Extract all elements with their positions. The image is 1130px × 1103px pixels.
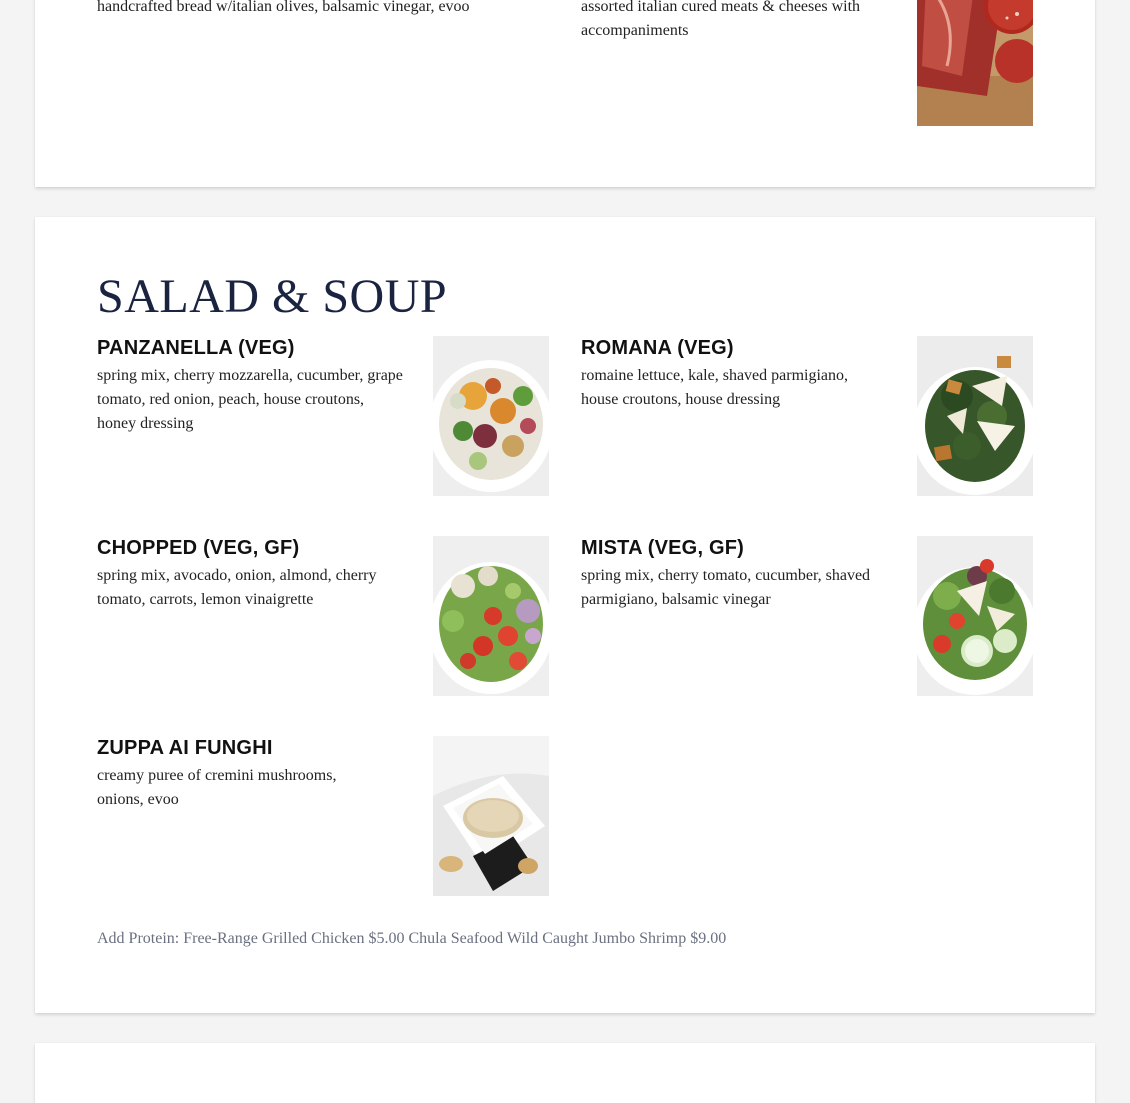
item-description: assorted italian cured meats & cheeses with accompaniments xyxy=(581,0,861,39)
item-name: ROMANA (VEG) xyxy=(581,337,734,359)
item-name: MISTA (VEG, GF) xyxy=(581,537,744,559)
item-description: spring mix, cherry mozzarella, cucumber, grape tomato, red onion, peach, house croutons, honey dressing xyxy=(97,367,403,432)
item-description: creamy puree of cremini mushrooms, onions, evoo xyxy=(97,767,337,808)
item-name: PANZANELLA (VEG) xyxy=(97,337,295,359)
item-description: handcrafted bread w/italian olives, balsamic vinegar, evoo xyxy=(97,0,470,15)
item-name: CHOPPED (VEG, GF) xyxy=(97,537,300,559)
romana-salad-photo xyxy=(917,336,1033,496)
section-title: SALAD & SOUP xyxy=(97,270,448,323)
menu-section-card-previous xyxy=(35,0,1095,187)
mushroom-soup-photo xyxy=(433,736,549,896)
panzanella-salad-photo xyxy=(433,336,549,496)
add-protein-note: Add Protein: Free-Range Grilled Chicken $5.00 Chula Seafood Wild Caught Jumbo Shrimp $9.00 xyxy=(97,930,727,947)
item-name: ZUPPA AI FUNGHI xyxy=(97,737,273,759)
item-description: spring mix, cherry tomato, cucumber, shaved parmigiano, balsamic vinegar xyxy=(581,567,871,608)
item-description: romaine lettuce, kale, shaved parmigiano, house croutons, house dressing xyxy=(581,367,849,408)
charcuterie-photo xyxy=(917,0,1033,126)
chopped-salad-photo xyxy=(433,536,549,696)
item-description: spring mix, avocado, onion, almond, cherry tomato, carrots, lemon vinaigrette xyxy=(97,567,377,608)
menu-section-card-salad-soup xyxy=(35,217,1095,1013)
mista-salad-photo xyxy=(917,536,1033,696)
menu-section-card-next xyxy=(35,1043,1095,1103)
